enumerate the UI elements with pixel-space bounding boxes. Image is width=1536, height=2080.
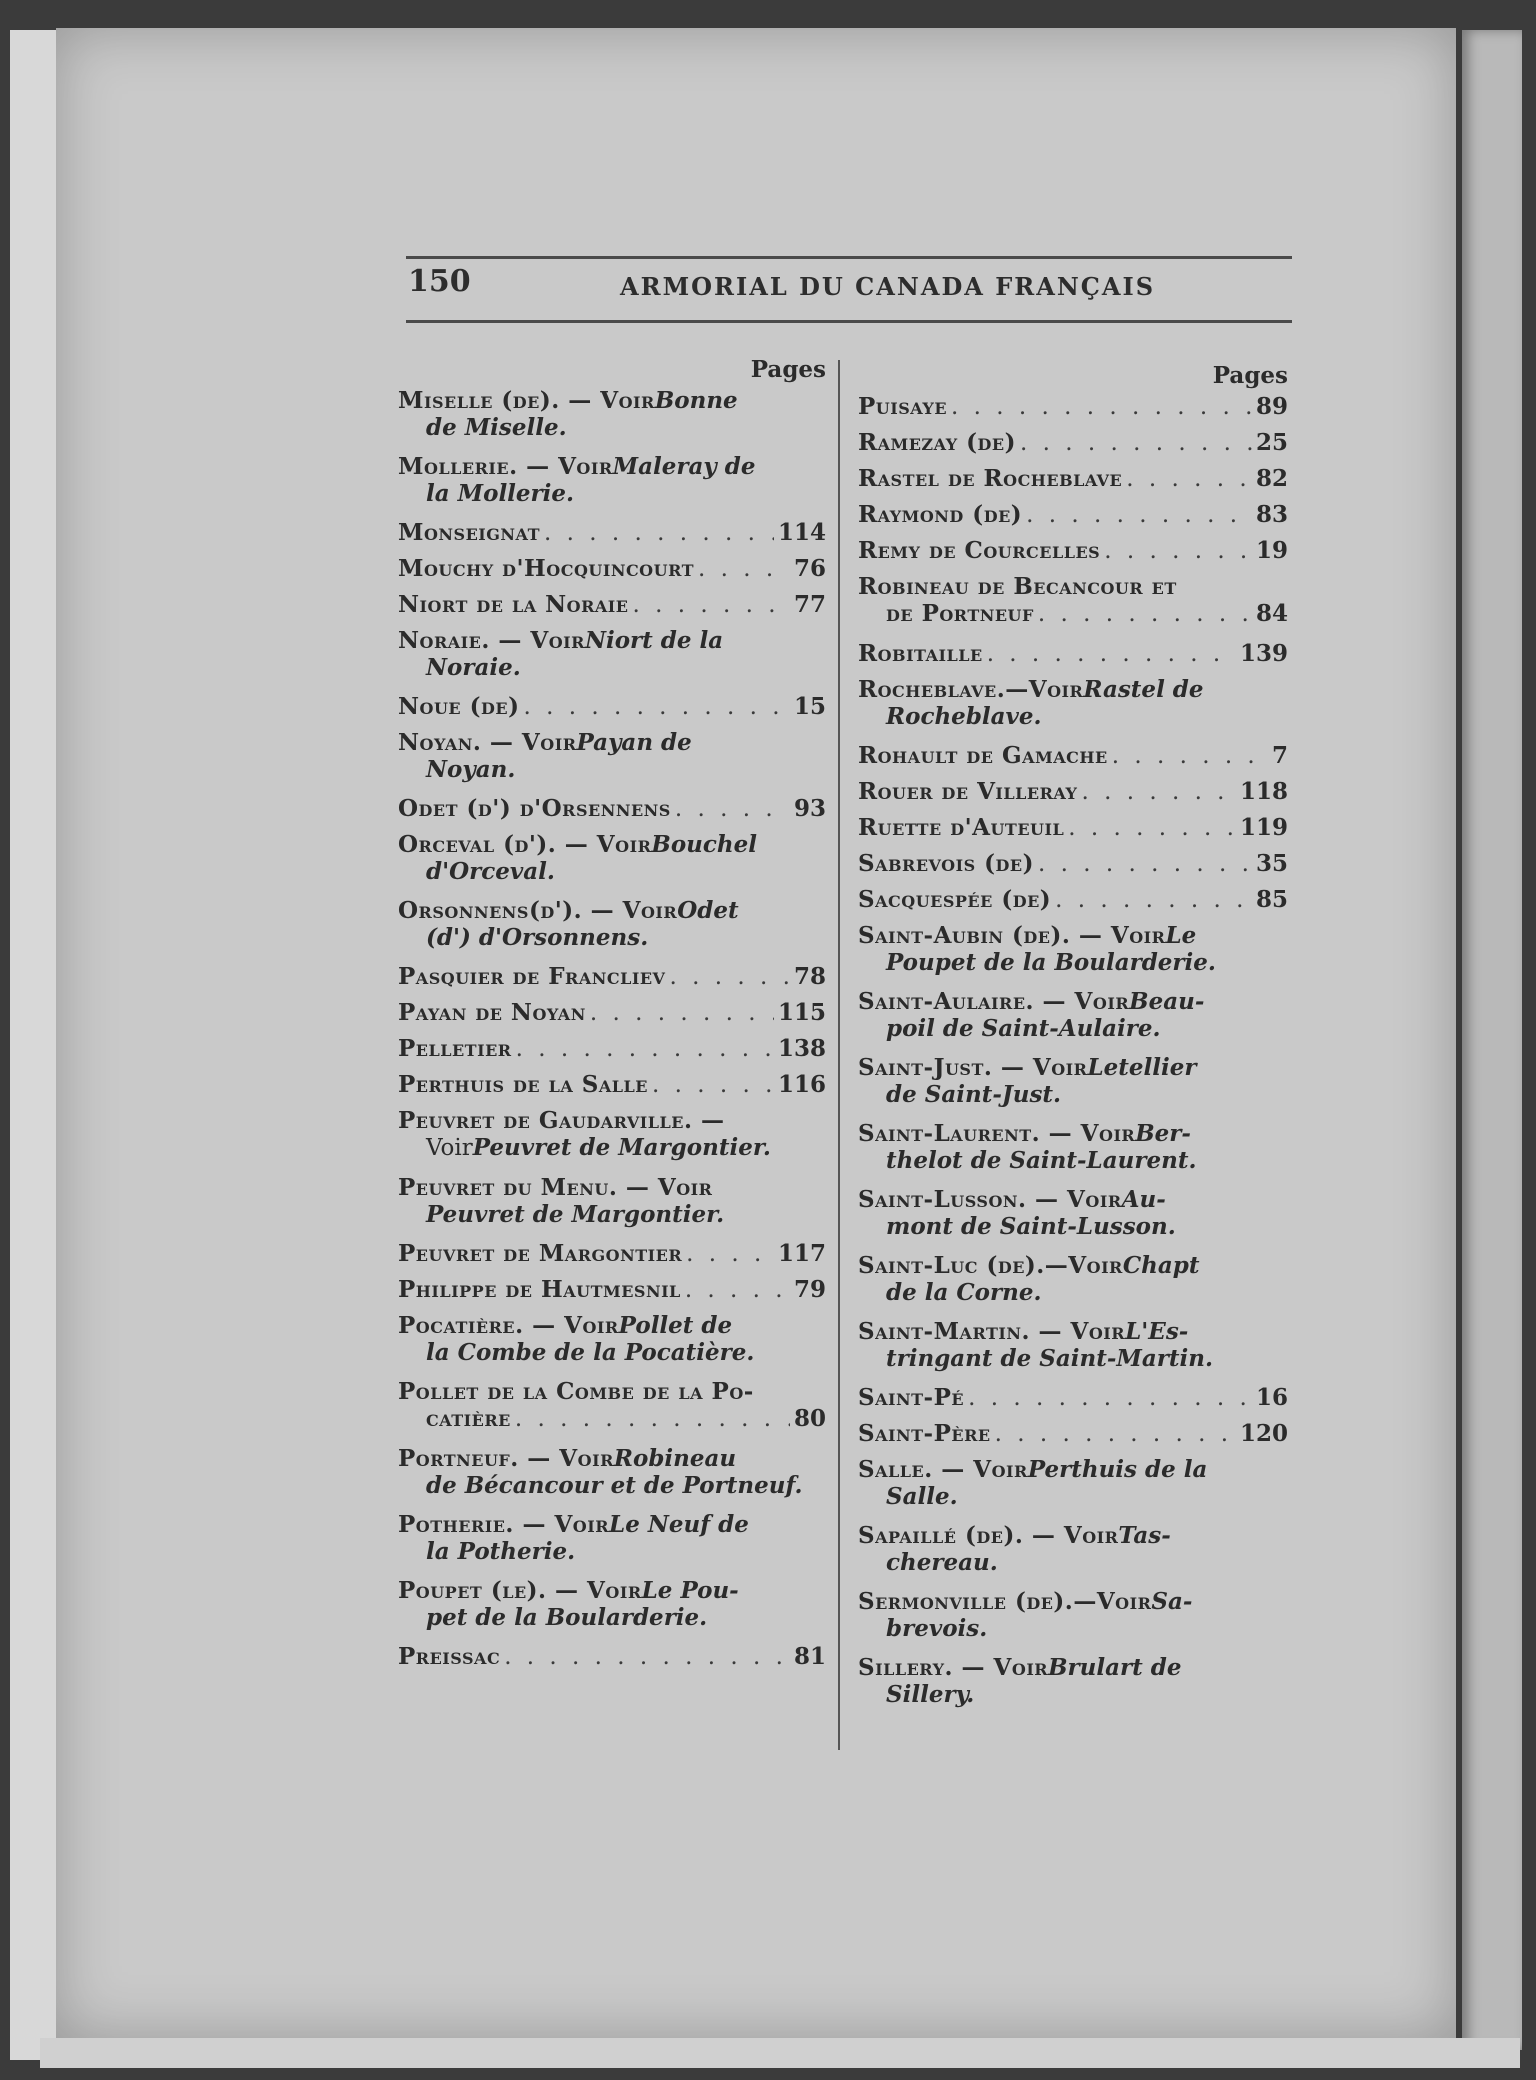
entry-reference: Ber- (1135, 1120, 1191, 1147)
entry-continuation (858, 1681, 1288, 1708)
entry-page-number: 138 (777, 1035, 826, 1062)
entry-name: Saint-Martin. — Voir (858, 1318, 1126, 1345)
entry-line (398, 729, 826, 756)
running-title: ARMORIAL DU CANADA FRANÇAIS (620, 272, 1156, 301)
entry-line (858, 1384, 1288, 1412)
entry-line (858, 429, 1288, 457)
entry-line (858, 573, 1288, 600)
entry-line (398, 555, 826, 583)
index-entry (858, 1252, 1288, 1306)
entry-name: Ramezay (de) (858, 429, 1016, 456)
continuation-reference: Sillery. (886, 1681, 975, 1708)
index-entry (858, 850, 1288, 878)
entry-reference: Robineau (613, 1445, 737, 1472)
index-entry (398, 591, 826, 619)
dot-leader (516, 1036, 774, 1063)
entry-continuation (858, 1279, 1288, 1306)
entry-continuation (398, 1134, 826, 1162)
header-rule-top (406, 256, 1292, 259)
dot-leader (515, 1406, 790, 1433)
index-entry (398, 1035, 826, 1063)
dot-leader (1126, 466, 1252, 493)
entry-line (398, 1071, 826, 1099)
entry-page-number: 139 (1239, 640, 1288, 667)
entry-line (858, 1120, 1288, 1147)
dot-leader (1055, 887, 1252, 914)
entry-line (398, 1035, 826, 1063)
entry-line (398, 453, 826, 480)
entry-reference: Pollet de (618, 1312, 733, 1339)
entry-name: Puisaye (858, 393, 948, 420)
left-margin-strip (10, 30, 56, 2060)
index-entry (398, 453, 826, 507)
dot-leader (1068, 815, 1236, 842)
continuation-reference: mont de Saint-Lusson. (886, 1213, 1176, 1240)
entry-page-number: 115 (777, 999, 826, 1026)
index-entry (858, 742, 1288, 770)
index-entry (858, 814, 1288, 842)
entry-name: Sabrevois (de) (858, 850, 1034, 877)
entry-reference: L'Es- (1125, 1318, 1189, 1345)
header-rule-bottom (406, 320, 1292, 323)
continuation-reference: pet de la Boularderie. (426, 1604, 708, 1631)
dot-leader (652, 1072, 774, 1099)
entry-continuation (858, 1213, 1288, 1240)
entry-line (398, 627, 826, 654)
dot-leader (523, 694, 790, 721)
entry-name: Pocatière. — Voir (398, 1312, 619, 1339)
entry-line (858, 778, 1288, 806)
entry-line (858, 1588, 1288, 1615)
entry-name: Saint-Laurent. — Voir (858, 1120, 1136, 1147)
dot-leader (1104, 538, 1252, 565)
index-entry (858, 1054, 1288, 1108)
entry-name: Peuvret de Margontier (398, 1240, 683, 1267)
entry-line (858, 814, 1288, 842)
entry-name: Saint-Père (858, 1420, 991, 1447)
dot-leader (1020, 430, 1252, 457)
entry-continuation (398, 1339, 826, 1366)
dot-leader (1026, 502, 1252, 529)
entry-continuation (398, 1538, 826, 1565)
entry-continuation (858, 600, 1288, 628)
index-column-left (398, 356, 826, 1679)
entry-name: Niort de la Noraie (398, 591, 629, 618)
entry-line (398, 831, 826, 858)
dot-leader (968, 1385, 1252, 1412)
entry-line (858, 886, 1288, 914)
index-entry (858, 465, 1288, 493)
entry-reference: Odet (677, 897, 739, 924)
dot-leader (1081, 779, 1236, 806)
entry-reference: Sa- (1151, 1588, 1193, 1615)
entry-page-number: 76 (793, 555, 826, 582)
facing-page-edge (1462, 30, 1522, 2050)
dot-leader (987, 641, 1236, 668)
entry-line (398, 1643, 826, 1671)
entry-line (858, 1420, 1288, 1448)
index-entry (858, 393, 1288, 421)
entry-name: Pasquier de Francliev (398, 963, 666, 990)
entry-name: Saint-Lusson. — Voir (858, 1186, 1122, 1213)
entry-page-number: 119 (1239, 814, 1288, 841)
index-entry (398, 897, 826, 951)
entry-name: Noue (de) (398, 693, 520, 720)
continuation-reference: Salle. (886, 1483, 958, 1510)
index-entry (858, 1456, 1288, 1510)
continuation-reference: Peuvret de Margontier. (472, 1134, 771, 1161)
entry-line (858, 988, 1288, 1015)
entry-continuation (858, 703, 1288, 730)
entry-page-number: 80 (793, 1405, 826, 1432)
entry-line (398, 1240, 826, 1268)
entry-continuation (398, 654, 826, 681)
entry-line (858, 1186, 1288, 1213)
entry-name: Miselle (de). — Voir (398, 387, 655, 414)
entry-name: Payan de Noyan (398, 999, 586, 1026)
entry-name: Sillery. — Voir (858, 1654, 1049, 1681)
index-entry (398, 831, 826, 885)
entry-name: Sacquespée (de) (858, 886, 1052, 913)
entry-continuation (398, 1604, 826, 1631)
dot-leader (1038, 851, 1252, 878)
index-entry (858, 429, 1288, 457)
index-column-right (858, 362, 1288, 1720)
index-entry (398, 963, 826, 991)
entry-continuation (858, 1483, 1288, 1510)
entry-name: Monseignat (398, 519, 540, 546)
continuation-reference: de la Corne. (886, 1279, 1042, 1306)
continuation-reference: Noyan. (426, 756, 516, 783)
index-entry (398, 795, 826, 823)
entry-name: Potherie. — Voir (398, 1511, 610, 1538)
entry-reference: Brulart de (1048, 1654, 1182, 1681)
page-number: 150 (408, 264, 471, 299)
entry-line (398, 1511, 826, 1538)
entry-reference: Le (1165, 922, 1197, 949)
entry-continuation (858, 1147, 1288, 1174)
entry-name: Pollet de la Combe de la Po- (398, 1378, 754, 1405)
entry-continuation (398, 858, 826, 885)
entry-continuation (858, 1345, 1288, 1372)
entry-name: Peuvret de Gaudarville. — (398, 1107, 725, 1134)
entry-reference: Maleray de (612, 453, 756, 480)
entry-line (858, 1318, 1288, 1345)
index-entry (858, 1318, 1288, 1372)
index-entry (858, 676, 1288, 730)
index-entry (858, 1588, 1288, 1642)
entry-line (858, 676, 1288, 703)
pages-heading: Pages (1212, 362, 1288, 389)
dot-leader (675, 796, 790, 823)
entry-line (398, 999, 826, 1027)
continuation-reference: de Miselle. (426, 414, 567, 441)
entry-line (398, 591, 826, 619)
entry-name: Rocheblave.—Voir (858, 676, 1084, 703)
entry-name: Poupet (le). — Voir (398, 1577, 642, 1604)
entry-name: Rastel de Rocheblave (858, 465, 1123, 492)
entry-page-number: 120 (1239, 1420, 1288, 1447)
dot-leader (669, 964, 790, 991)
entry-page-number: 89 (1255, 393, 1288, 420)
entry-name: Saint-Pé (858, 1384, 965, 1411)
entry-name: Orsonnens(d'). — Voir (398, 897, 678, 924)
entry-page-number: 16 (1255, 1384, 1288, 1411)
entry-name: Odet (d') d'Orsennens (398, 795, 671, 822)
entry-continuation (398, 1472, 826, 1499)
entry-page-number: 79 (793, 1276, 826, 1303)
entry-page-number: 114 (777, 519, 826, 546)
entry-line (398, 1174, 826, 1201)
entry-continuation (858, 1015, 1288, 1042)
index-entry (858, 501, 1288, 529)
entry-name: Pelletier (398, 1035, 512, 1062)
entry-reference: Niort de la (584, 627, 724, 654)
entry-name: Remy de Courcelles (858, 537, 1101, 564)
index-entry (398, 1174, 826, 1228)
entry-line (858, 1054, 1288, 1081)
entry-line (858, 742, 1288, 770)
entry-line (398, 1577, 826, 1604)
entry-name: Saint-Aulaire. — Voir (858, 988, 1130, 1015)
index-entry (398, 1240, 826, 1268)
entry-continuation (398, 756, 826, 783)
dot-leader (632, 592, 790, 619)
index-entry (398, 1312, 826, 1366)
entry-page-number: 81 (793, 1643, 826, 1670)
dot-leader (951, 394, 1252, 421)
dot-leader (698, 556, 790, 583)
column-divider (838, 360, 840, 1750)
entry-line (858, 640, 1288, 668)
index-entry (858, 1654, 1288, 1708)
entry-name: Rouer de Villeray (858, 778, 1078, 805)
entry-line (858, 850, 1288, 878)
dot-leader (1112, 743, 1268, 770)
bottom-margin-strip (40, 2038, 1520, 2068)
entry-line (858, 1522, 1288, 1549)
entry-name: Portneuf. — Voir (398, 1445, 614, 1472)
dot-leader (686, 1241, 774, 1268)
entry-line (398, 1445, 826, 1472)
pages-heading: Pages (750, 356, 826, 383)
index-entry (858, 1420, 1288, 1448)
entry-name: Preissac (398, 1643, 501, 1670)
continuation-reference: de Saint-Just. (886, 1081, 1062, 1108)
entry-reference: Tas- (1118, 1522, 1171, 1549)
entry-line (398, 1378, 826, 1405)
entry-page-number: 83 (1255, 501, 1288, 528)
entry-reference: Letellier (1087, 1054, 1197, 1081)
index-entry (398, 1643, 826, 1671)
entry-name: Raymond (de) (858, 501, 1023, 528)
index-entry (858, 922, 1288, 976)
continuation-text: catière (426, 1405, 511, 1432)
index-entry (858, 988, 1288, 1042)
entry-continuation (858, 949, 1288, 976)
index-entry (858, 778, 1288, 806)
entry-line (398, 1107, 826, 1134)
index-entry (858, 1384, 1288, 1412)
index-entry (858, 1120, 1288, 1174)
entry-page-number: 7 (1271, 742, 1288, 769)
entry-name: Peuvret du Menu. — Voir (398, 1174, 713, 1201)
entry-name: Saint-Luc (de).—Voir (858, 1252, 1123, 1279)
entry-line (858, 501, 1288, 529)
entry-name: Salle. — Voir (858, 1456, 1028, 1483)
entry-line (858, 1654, 1288, 1681)
index-entry (398, 1577, 826, 1631)
entry-reference: Le Pou- (641, 1577, 739, 1604)
continuation-reference: Noraie. (426, 654, 521, 681)
index-entry (398, 1378, 826, 1433)
entry-continuation (398, 414, 826, 441)
entry-line (858, 1252, 1288, 1279)
entry-line (398, 1276, 826, 1304)
index-entry (398, 729, 826, 783)
dot-leader (504, 1644, 790, 1671)
dot-leader (1038, 601, 1252, 628)
entry-name: Noyan. — Voir (398, 729, 577, 756)
entry-page-number: 78 (793, 963, 826, 990)
entry-name: Saint-Just. — Voir (858, 1054, 1088, 1081)
index-entry (398, 387, 826, 441)
entry-line (398, 795, 826, 823)
entry-continuation (858, 1549, 1288, 1576)
entry-continuation (858, 1081, 1288, 1108)
entry-name: Sapaillé (de). — Voir (858, 1522, 1119, 1549)
entry-page-number: 84 (1255, 600, 1288, 627)
entry-reference: Chapt (1122, 1252, 1200, 1279)
entry-line (398, 1312, 826, 1339)
entry-name: Noraie. — Voir (398, 627, 585, 654)
index-entry (858, 573, 1288, 628)
entry-line (398, 963, 826, 991)
entry-continuation (398, 1201, 826, 1228)
index-entry (398, 555, 826, 583)
entry-name: Mouchy d'Hocquincourt (398, 555, 694, 582)
continuation-reference: la Mollerie. (426, 480, 575, 507)
entry-page-number: 117 (777, 1240, 826, 1267)
entry-name: Orceval (d'). — Voir (398, 831, 652, 858)
index-entry (398, 1276, 826, 1304)
continuation-reference: d'Orceval. (426, 858, 555, 885)
entry-line (858, 922, 1288, 949)
continuation-reference: thelot de Saint-Laurent. (886, 1147, 1197, 1174)
continuation-reference: tringant de Saint-Martin. (886, 1345, 1213, 1372)
entry-continuation (398, 1405, 826, 1433)
entry-continuation (858, 1615, 1288, 1642)
entry-name: Rohault de Gamache (858, 742, 1108, 769)
continuation-reference: chereau. (886, 1549, 998, 1576)
entry-name: Robitaille (858, 640, 983, 667)
entry-page-number: 93 (793, 795, 826, 822)
entry-page-number: 85 (1255, 886, 1288, 913)
entry-page-number: 25 (1255, 429, 1288, 456)
continuation-text: de Portneuf (886, 600, 1034, 627)
index-entry (398, 627, 826, 681)
entry-line (398, 897, 826, 924)
index-entry (398, 999, 826, 1027)
index-entry (398, 1511, 826, 1565)
entry-name: Sermonville (de).—Voir (858, 1588, 1152, 1615)
dot-leader (685, 1277, 790, 1304)
entry-page-number: 116 (777, 1071, 826, 1098)
index-entry (858, 1186, 1288, 1240)
index-entry (398, 693, 826, 721)
continuation-reference: (d') d'Orsonnens. (426, 924, 649, 951)
entry-line (858, 537, 1288, 565)
index-entry (858, 1522, 1288, 1576)
entry-reference: Rastel de (1083, 676, 1204, 703)
entry-reference: Le Neuf de (609, 1511, 749, 1538)
continuation-reference: brevois. (886, 1615, 988, 1642)
entry-reference: Perthuis de la (1027, 1456, 1208, 1483)
index-entry (398, 519, 826, 547)
index-entry (398, 1445, 826, 1499)
continuation-reference: Rocheblave. (886, 703, 1042, 730)
entry-name: Saint-Aubin (de). — Voir (858, 922, 1166, 949)
entry-name: Mollerie. — Voir (398, 453, 613, 480)
entry-reference: Beau- (1129, 988, 1205, 1015)
entry-page-number: 82 (1255, 465, 1288, 492)
entry-page-number: 77 (793, 591, 826, 618)
continuation-reference: la Potherie. (426, 1538, 576, 1565)
continuation-reference: Poupet de la Boularderie. (886, 949, 1216, 976)
entry-name: Philippe de Hautmesnil (398, 1276, 681, 1303)
entry-reference: Au- (1121, 1186, 1166, 1213)
continuation-reference: poil de Saint-Aulaire. (886, 1015, 1161, 1042)
entry-line (398, 387, 826, 414)
entry-line (858, 1456, 1288, 1483)
index-entry (858, 640, 1288, 668)
entry-page-number: 15 (793, 693, 826, 720)
dot-leader (995, 1421, 1236, 1448)
entry-page-number: 35 (1255, 850, 1288, 877)
entry-name: Perthuis de la Salle (398, 1071, 648, 1098)
entry-name: Robineau de Becancour et (858, 573, 1177, 600)
entry-line (858, 465, 1288, 493)
index-entry (398, 1107, 826, 1162)
entry-line (398, 693, 826, 721)
continuation-reference: Peuvret de Margontier. (426, 1201, 725, 1228)
index-entry (858, 537, 1288, 565)
entry-reference: Payan de (576, 729, 692, 756)
index-entry (398, 1071, 826, 1099)
dot-leader (590, 1000, 774, 1027)
entry-line (858, 393, 1288, 421)
entry-line (398, 519, 826, 547)
entry-name: Ruette d'Auteuil (858, 814, 1065, 841)
continuation-reference: la Combe de la Pocatière. (426, 1339, 755, 1366)
entry-continuation (398, 924, 826, 951)
entry-page-number: 19 (1255, 537, 1288, 564)
dot-leader (544, 520, 774, 547)
entry-reference: Bonne (654, 387, 738, 414)
index-entry (858, 886, 1288, 914)
continuation-text: Voir (426, 1135, 473, 1161)
entry-reference: Bouchel (651, 831, 757, 858)
continuation-reference: de Bécancour et de Portneuf. (426, 1472, 803, 1499)
entry-continuation (398, 480, 826, 507)
entry-page-number: 118 (1239, 778, 1288, 805)
